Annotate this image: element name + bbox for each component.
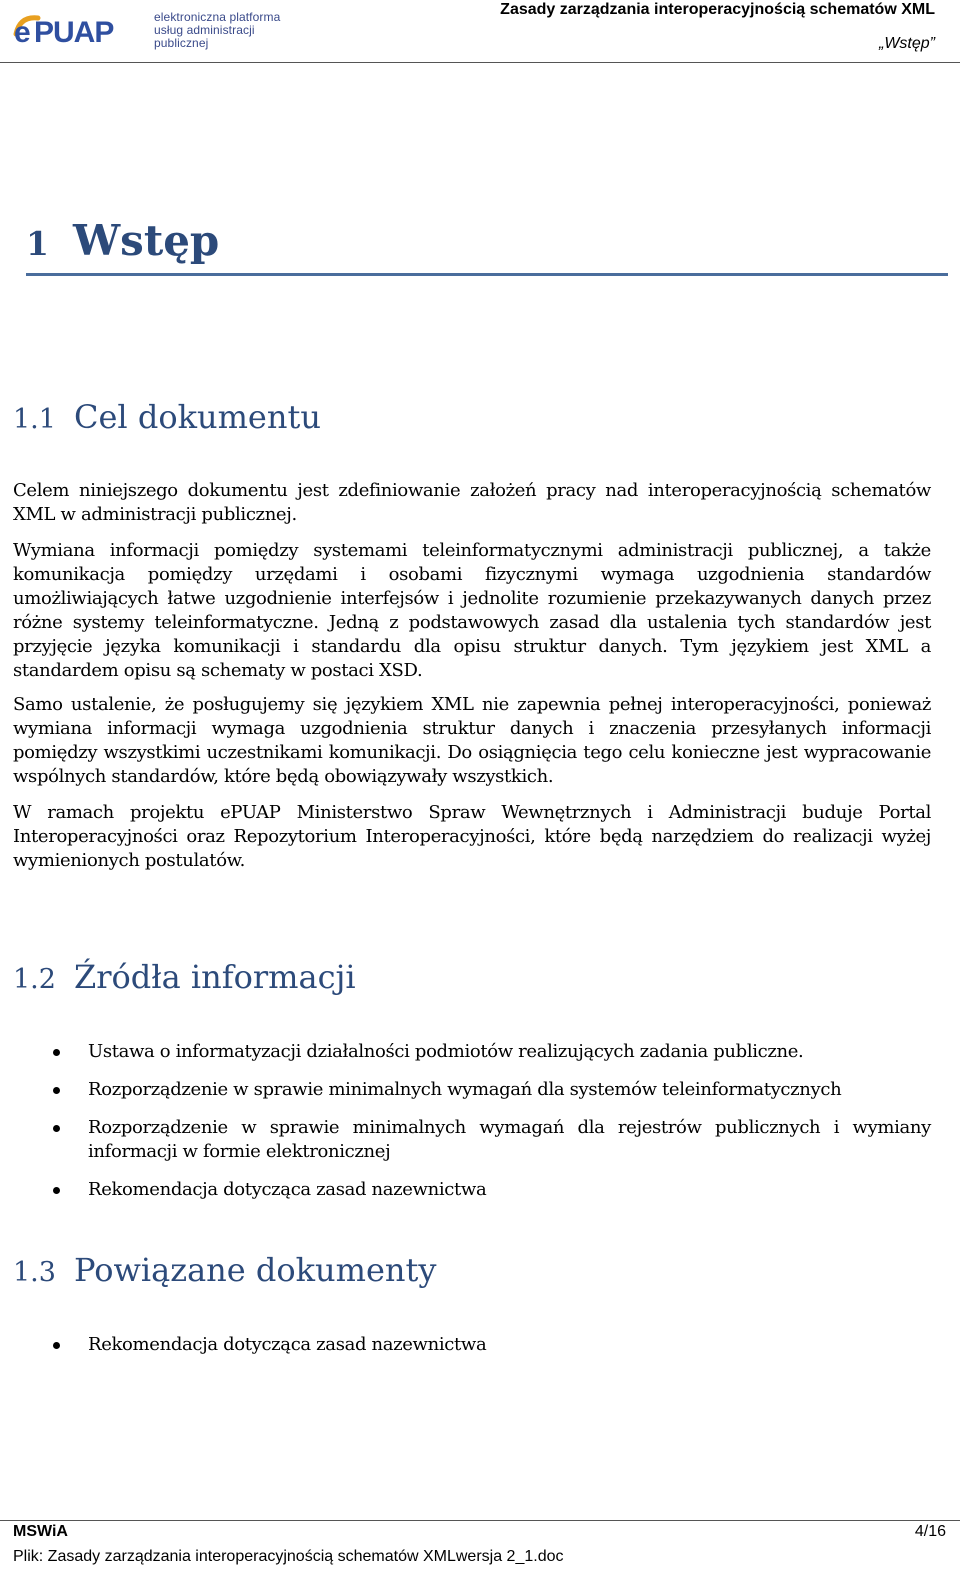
list-item: Rekomendacja dotycząca zasad nazewnictwa — [13, 1333, 931, 1357]
svg-text:e: e — [14, 16, 31, 48]
section-number: 1.3 — [13, 1257, 56, 1288]
section-heading-zrodla-informacji — [13, 957, 356, 1000]
paragraph-purpose: Celem niniejszego dokumentu jest zdefiniowanie założeń pracy nad interoperacyjnością schematów XML w administracji publicznej. — [13, 480, 931, 525]
footer-file-name: Plik: Zasady zarządzania interoperacyjnością schematów XMLwersja 2_1.doc — [13, 1548, 564, 1565]
section-number: 1.2 — [13, 964, 56, 995]
paragraph-xml-interoperability: Samo ustalenie, że posługujemy się językiem XML nie zapewnia pełnej interoperacyjności, ponieważ wymiana informacji wymaga uzgodnienia struktur danych i znaczenia przesyłanych informacji pomiędzy wszystkimi uczestnikami komunikacji. Do osiągnięcia tego celu konieczne jest wypracowanie wspólnych standardów, które będą obowiązywały wszystkich. — [13, 694, 931, 787]
bullet-icon — [53, 1187, 60, 1194]
page-header — [0, 0, 960, 64]
chapter-title: Wstęp — [73, 216, 220, 265]
paragraph-epuap-project: W ramach projektu ePUAP Ministerstwo Spraw Wewnętrznych i Administracji buduje Portal Interoperacyjności oraz Repozytorium Interoperacyjności, które będą narzędziem do realizacji wyżej wymienionych postulatów. — [13, 802, 931, 871]
list-item: Rozporządzenie w sprawie minimalnych wymagań dla rejestrów publicznych i wymiany informacji w formie elektronicznej — [13, 1116, 931, 1164]
sources-list — [13, 1040, 931, 1216]
logo-tagline — [154, 11, 312, 50]
bullet-icon — [53, 1342, 60, 1349]
document-title: Zasady zarządzania interoperacyjnością schematów XML — [500, 1, 935, 18]
chapter-heading — [26, 212, 948, 276]
section-title: Źródła informacji — [74, 958, 356, 996]
list-item: Rekomendacja dotycząca zasad nazewnictwa — [13, 1178, 931, 1202]
bullet-icon — [53, 1125, 60, 1132]
related-documents-list — [13, 1333, 931, 1371]
footer-organization: MSWiA — [13, 1523, 68, 1540]
bullet-icon — [53, 1049, 60, 1056]
logo-tagline-line1: elektroniczna platforma — [154, 10, 281, 24]
section-title: Powiązane dokumenty — [74, 1251, 437, 1289]
bullet-icon — [53, 1087, 60, 1094]
header-divider — [0, 62, 960, 63]
svg-text:PUAP: PUAP — [34, 16, 114, 48]
section-title: Cel dokumentu — [74, 398, 321, 436]
epuap-logo — [12, 8, 312, 48]
list-item: Ustawa o informatyzacji działalności podmiotów realizujących zadania publiczne. — [13, 1040, 931, 1064]
section-heading-powiazane-dokumenty — [13, 1250, 436, 1293]
chapter-number: 1 — [26, 224, 49, 263]
paragraph-information-exchange: Wymiana informacji pomiędzy systemami teleinformatycznymi administracji publicznej, a także komunikacja pomiędzy urzędami i osobami fizycznymi wymaga uzgodnienia standardów umożliwiających łatwe uzgodnienie interfejsów i jednolite rozumienie przekazywanych danych przez różne systemy teleinformatyczne. Jedną z podstawowych zasad dla ustalenia tych standardów jest przyjęcie języka komunikacji i standardu dla opisu struktur danych. Tym językiem jest XML a standardem opisu są schematy w postaci XSD. — [13, 540, 931, 681]
running-section-name: „Wstęp” — [879, 35, 935, 52]
footer-divider — [0, 1520, 960, 1521]
footer-page-number: 4/16 — [914, 1523, 946, 1540]
list-item: Rozporządzenie w sprawie minimalnych wymagań dla systemów teleinformatycznych — [13, 1078, 931, 1102]
section-heading-cel-dokumentu — [13, 397, 321, 440]
logo-tagline-line2: usług administracji publicznej — [154, 23, 255, 50]
section-number: 1.1 — [13, 404, 56, 435]
